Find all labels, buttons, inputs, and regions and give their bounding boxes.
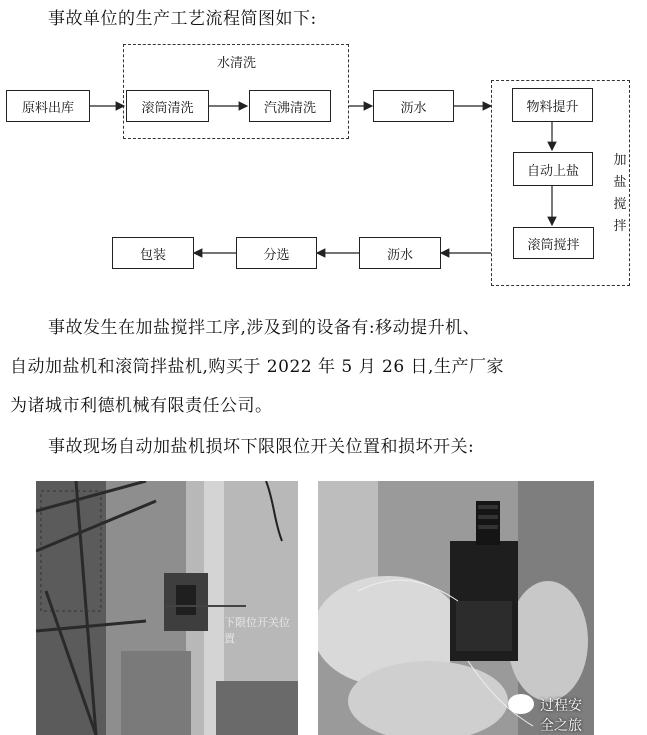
watermark-text: 过程安全之旅	[540, 698, 582, 734]
photo-switch-location	[36, 481, 298, 735]
node-drum-wash: 滚筒清洗	[126, 90, 209, 122]
node-drain-1: 沥水	[373, 90, 454, 122]
photo-switch-location-caption: 下限位开关位置	[224, 616, 290, 645]
photo-switch-location-image	[36, 481, 298, 735]
node-pack: 包装	[112, 237, 194, 269]
site-photo-intro: 事故现场自动加盐机损坏下限限位开关位置和损坏开关:	[48, 437, 475, 457]
wechat-icon	[508, 694, 534, 714]
accident-paragraph-line-3: 为诸城市利德机械有限责任公司。	[10, 396, 273, 416]
node-auto-salt: 自动上盐	[513, 152, 593, 186]
node-drain-2: 沥水	[359, 237, 441, 269]
intro-text: 事故单位的生产工艺流程简图如下:	[48, 9, 317, 29]
water-wash-label: 水清洗	[217, 56, 257, 71]
photo-damaged-switch	[318, 481, 594, 735]
accident-paragraph-line-1: 事故发生在加盐搅拌工序,涉及到的设备有:移动提升机、	[48, 318, 481, 338]
node-drum-mix: 滚筒搅拌	[513, 227, 594, 259]
node-raw-material-out: 原料出库	[6, 90, 90, 122]
accident-paragraph-line-2: 自动加盐机和滚筒拌盐机,购买于 2022 年 5 月 26 日,生产厂家	[10, 357, 504, 377]
salt-mix-label: 加盐搅拌	[613, 153, 627, 234]
node-steam-wash: 汽沸清洗	[249, 90, 331, 122]
node-sort: 分选	[236, 237, 317, 269]
node-material-lift: 物料提升	[512, 88, 593, 122]
